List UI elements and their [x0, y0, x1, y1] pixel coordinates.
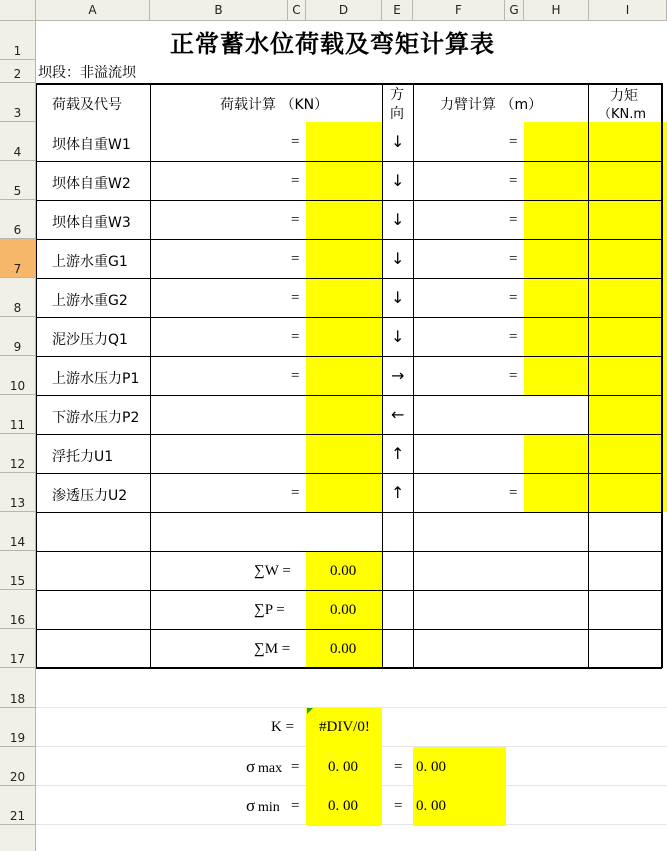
- row-header-20[interactable]: 20: [0, 747, 36, 786]
- h-border: [36, 551, 662, 552]
- sheet-title: 正常蓄水位荷载及弯矩计算表: [170, 30, 495, 58]
- row-header-2[interactable]: 2: [0, 60, 36, 83]
- row-header-filler: [0, 825, 36, 851]
- h-border: [36, 512, 662, 513]
- load-equals: =: [291, 212, 300, 228]
- column-header-h[interactable]: H: [524, 0, 589, 21]
- h-border: [36, 590, 662, 591]
- sigma-max-sub: max: [258, 761, 283, 776]
- row-header-10[interactable]: 10: [0, 356, 36, 395]
- header-load-code: 荷载及代号: [52, 97, 122, 113]
- row-header-19[interactable]: 19: [0, 708, 36, 747]
- load-value-cell[interactable]: [306, 395, 382, 434]
- load-name: 下游水压力P2: [52, 410, 140, 426]
- row-header-8[interactable]: 8: [0, 278, 36, 317]
- h-border: [36, 317, 662, 318]
- sum-value: 0.00: [330, 602, 357, 618]
- sigma-max-value-2: 0. 00: [416, 759, 446, 775]
- column-header-c[interactable]: C: [288, 0, 306, 21]
- load-name: 上游水重G2: [52, 293, 128, 309]
- load-equals: =: [291, 134, 300, 150]
- direction-arrow-icon: ↓: [391, 132, 405, 151]
- sum-label: ∑W =: [254, 563, 291, 579]
- load-equals: =: [291, 485, 300, 501]
- moment-value-cell[interactable]: [589, 122, 667, 161]
- arm-value-cell[interactable]: [524, 356, 589, 395]
- arm-value-cell[interactable]: [524, 473, 589, 512]
- sigma-min-eq: =: [291, 798, 300, 814]
- sigma-min-value: 0. 00: [328, 798, 358, 814]
- header-direction-2: 向: [390, 106, 404, 122]
- arm-value-cell[interactable]: [524, 434, 589, 473]
- moment-value-cell[interactable]: [589, 473, 667, 512]
- sigma-max-eq: =: [291, 759, 300, 775]
- direction-arrow-icon: →: [391, 366, 405, 385]
- arm-equals: =: [509, 251, 518, 267]
- column-header-e[interactable]: E: [382, 0, 413, 21]
- load-equals: =: [291, 368, 300, 384]
- row-header-7[interactable]: 7: [0, 239, 36, 278]
- h-border: [36, 161, 662, 162]
- row-header-5[interactable]: 5: [0, 161, 36, 200]
- header-arm-calc: 力臂计算 （m）: [440, 97, 543, 113]
- row-header-3[interactable]: 3: [0, 83, 36, 122]
- header-moment-2: （KN.m: [598, 107, 647, 122]
- sum-label: ∑M =: [254, 641, 291, 657]
- moment-value-cell[interactable]: [589, 200, 667, 239]
- load-name: 浮托力U1: [52, 449, 114, 465]
- load-value-cell[interactable]: [306, 473, 382, 512]
- column-header-b[interactable]: B: [150, 0, 288, 21]
- row-header-17[interactable]: 17: [0, 629, 36, 668]
- arm-equals: =: [509, 329, 518, 345]
- direction-arrow-icon: ←: [391, 405, 405, 424]
- sum-value: 0.00: [330, 563, 357, 579]
- load-value-cell[interactable]: [306, 161, 382, 200]
- load-name: 坝体自重W3: [52, 215, 131, 231]
- arm-equals: =: [509, 368, 518, 384]
- row-header-14[interactable]: 14: [0, 512, 36, 551]
- grid-row-18: [36, 668, 667, 708]
- moment-value-cell[interactable]: [589, 239, 667, 278]
- load-name: 泥沙压力Q1: [52, 332, 128, 348]
- direction-arrow-icon: ↓: [391, 171, 405, 190]
- h-border: [36, 356, 662, 357]
- load-value-cell[interactable]: [306, 122, 382, 161]
- direction-arrow-icon: ↑: [391, 444, 405, 463]
- column-header-i[interactable]: I: [589, 0, 667, 21]
- column-header-f[interactable]: F: [413, 0, 505, 21]
- load-name: 上游水重G1: [52, 254, 128, 270]
- dam-section-label: 坝段：非溢流坝: [38, 65, 136, 81]
- h-border: [36, 278, 662, 279]
- row-header-11[interactable]: 11: [0, 395, 36, 434]
- load-value-cell[interactable]: [306, 434, 382, 473]
- arm-value-cell[interactable]: [524, 161, 589, 200]
- load-value-cell[interactable]: [306, 278, 382, 317]
- moment-value-cell[interactable]: [589, 161, 667, 200]
- direction-arrow-icon: ↓: [391, 288, 405, 307]
- arm-equals: =: [509, 290, 518, 306]
- arm-equals: =: [509, 134, 518, 150]
- load-value-cell[interactable]: [306, 356, 382, 395]
- v-border: [36, 83, 37, 668]
- load-equals: =: [291, 329, 300, 345]
- sigma-min-eq-2: =: [394, 798, 403, 814]
- arm-value-cell[interactable]: [524, 239, 589, 278]
- load-equals: =: [291, 173, 300, 189]
- load-name: 上游水压力P1: [52, 371, 140, 387]
- moment-value-cell[interactable]: [589, 317, 667, 356]
- h-border: [36, 668, 662, 669]
- load-equals: =: [291, 290, 300, 306]
- load-value-cell[interactable]: [306, 200, 382, 239]
- arm-equals: =: [509, 485, 518, 501]
- load-value-cell[interactable]: [306, 239, 382, 278]
- arm-value-cell[interactable]: [524, 317, 589, 356]
- comment-indicator: [307, 708, 313, 714]
- direction-arrow-icon: ↓: [391, 210, 405, 229]
- v-border: [150, 83, 151, 668]
- header-moment-1: 力矩: [610, 88, 638, 104]
- sum-label: ∑P =: [254, 602, 285, 618]
- corner-select-all[interactable]: [0, 0, 36, 21]
- load-name: 渗透压力U2: [52, 488, 128, 504]
- k-label: K =: [271, 719, 295, 735]
- row-header-21[interactable]: 21: [0, 786, 36, 825]
- h-border: [36, 200, 662, 201]
- load-name: 坝体自重W1: [52, 137, 131, 153]
- arm-equals: =: [509, 173, 518, 189]
- sigma-min-value-2: 0. 00: [416, 798, 446, 814]
- column-header-a[interactable]: A: [36, 0, 150, 21]
- direction-arrow-icon: ↓: [391, 327, 405, 346]
- v-border: [413, 83, 414, 668]
- row-header-1[interactable]: 1: [0, 21, 36, 60]
- v-border: [382, 83, 383, 668]
- row-header-4[interactable]: 4: [0, 122, 36, 161]
- arm-equals: =: [509, 212, 518, 228]
- k-value: #DIV/0!: [319, 719, 370, 735]
- moment-value-cell[interactable]: [589, 278, 667, 317]
- sigma-max-value: 0. 00: [328, 759, 358, 775]
- column-header-g[interactable]: G: [505, 0, 524, 21]
- h-border: [36, 83, 662, 85]
- load-value-cell[interactable]: [306, 317, 382, 356]
- h-border: [36, 239, 662, 240]
- arm-value-cell[interactable]: [524, 200, 589, 239]
- direction-arrow-icon: ↑: [391, 483, 405, 502]
- moment-value-cell[interactable]: [589, 434, 667, 473]
- load-name: 坝体自重W2: [52, 176, 131, 192]
- direction-arrow-icon: ↓: [391, 249, 405, 268]
- v-border: [661, 83, 663, 668]
- h-border: [36, 629, 662, 630]
- sigma-min-sub: min: [258, 800, 280, 815]
- row-header-13[interactable]: 13: [0, 473, 36, 512]
- load-equals: =: [291, 251, 300, 267]
- arm-value-cell[interactable]: [524, 122, 589, 161]
- header-load-calc: 荷载计算 （KN）: [220, 97, 329, 113]
- h-border: [36, 395, 662, 396]
- row-header-9[interactable]: 9: [0, 317, 36, 356]
- moment-value-cell[interactable]: [589, 356, 667, 395]
- row-header-16[interactable]: 16: [0, 590, 36, 629]
- row-header-12[interactable]: 12: [0, 434, 36, 473]
- h-border: [36, 473, 662, 474]
- row-header-6[interactable]: 6: [0, 200, 36, 239]
- column-header-d[interactable]: D: [306, 0, 382, 21]
- sum-value: 0.00: [330, 641, 357, 657]
- moment-value-cell[interactable]: [589, 395, 667, 434]
- row-header-18[interactable]: 18: [0, 668, 36, 708]
- sigma-max-symbol: σ: [246, 757, 256, 776]
- sigma-max-eq-2: =: [394, 759, 403, 775]
- sigma-min-symbol: σ: [246, 796, 256, 815]
- arm-value-cell[interactable]: [524, 278, 589, 317]
- h-border: [36, 434, 662, 435]
- v-border: [588, 83, 589, 668]
- row-header-15[interactable]: 15: [0, 551, 36, 590]
- header-direction-1: 方: [390, 87, 404, 103]
